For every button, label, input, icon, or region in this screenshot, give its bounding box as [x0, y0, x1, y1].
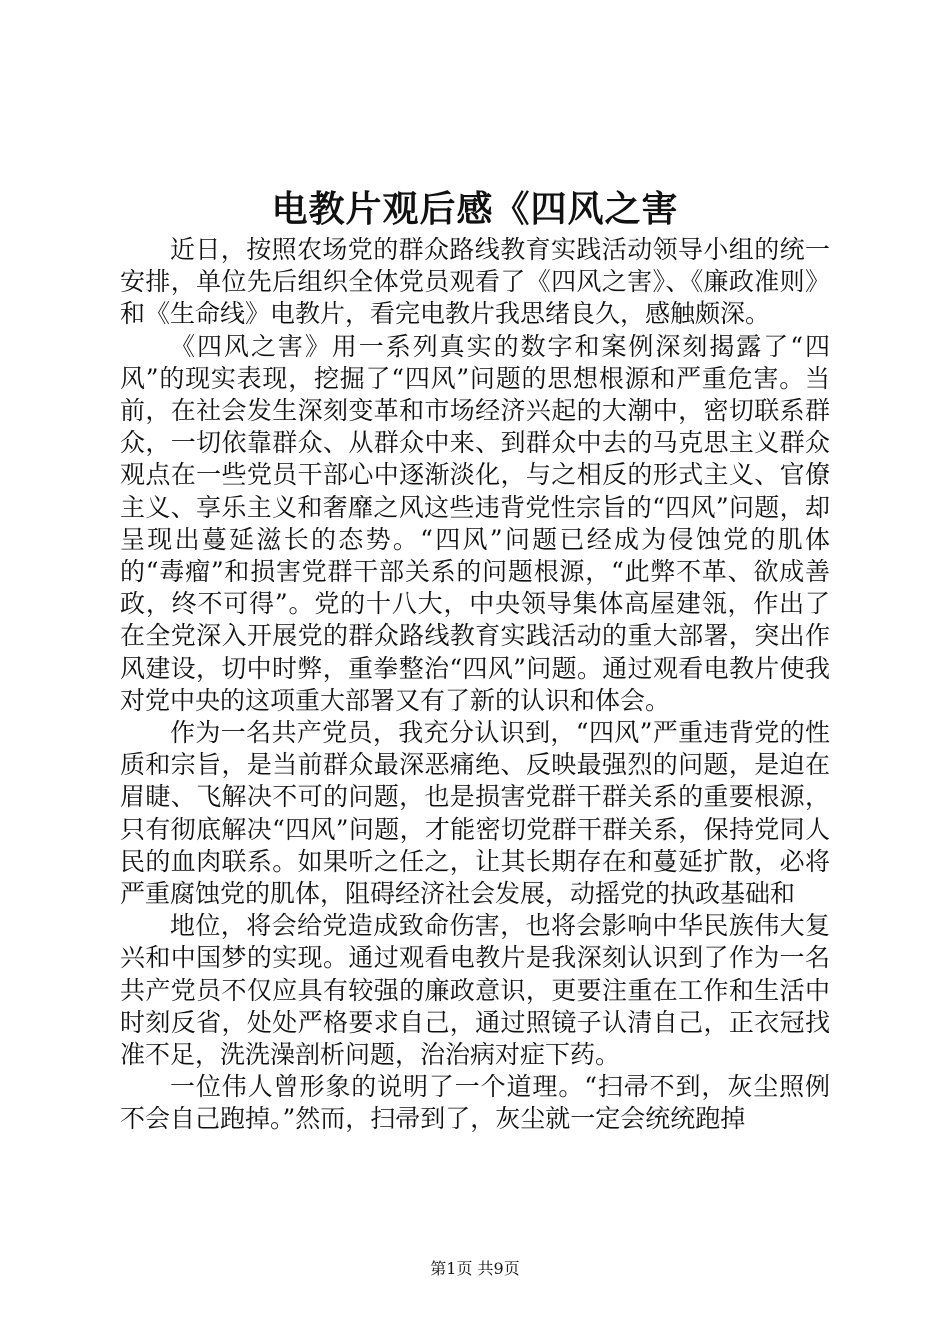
- page-number: 第1页 共9页: [430, 1259, 520, 1278]
- paragraph: 《四风之害》用一系列真实的数字和案例深刻揭露了“四风”的现实表现，挖掘了“四风”问题的思想根源和严重危害。当前，在社会发生深刻变革和市场经济兴起的大潮中，密切联系群众，一切依靠群众、从群众中来、到群众中去的马克思主义群众观点在一些党员干部心中逐渐淡化，与之相反的形式主义、官僚主义、享乐主义和奢靡之风这些违背党性宗旨的“四风”问题，却呈现出蔓延滋长的态势。“四风”问题已经成为侵蚀党的肌体的“毒瘤”和损害党群干部关系的问题根源，“此弊不革、欲成善政，终不可得”。党的十八大，中央领导集体高屋建瓴，作出了在全党深入开展党的群众路线教育实践活动的重大部署，突出作风建设，切中时弊，重拳整治“四风”问题。通过观看电教片使我对党中央的这项重大部署又有了新的认识和体会。: [120, 331, 830, 715]
- document-body: [120, 234, 830, 1136]
- paragraph: 地位，将会给党造成致命伤害，也将会影响中华民族伟大复兴和中国梦的实现。通过观看电教片是我深刻认识到了作为一名共产党员不仅应具有较强的廉政意识，更要注重在工作和生活中时刻反省，处处严格要求自己，通过照镜子认清自己，正衣冠找准不足，洗洗澡剖析问题，治治病对症下药。: [120, 911, 830, 1070]
- paragraph: 一位伟人曾形象的说明了一个道理。“扫帚不到，灰尘照例不会自己跑掉。”然而，扫帚到了，灰尘就一定会统统跑掉: [120, 1072, 830, 1134]
- paragraph: 作为一名共产党员，我充分认识到，“四风”严重违背党的性质和宗旨，是当前群众最深恶痛绝、反映最强烈的问题，是迫在眉睫、飞解决不可的问题，也是损害党群干群关系的重要根源，只有彻底解决“四风”问题，才能密切党群干群关系，保持党同人民的血肉联系。如果听之任之，让其长期存在和蔓延扩散，必将严重腐蚀党的肌体，阻碍经济社会发展，动摇党的执政基础和: [120, 718, 830, 909]
- paragraph: 近日，按照农场党的群众路线教育实践活动领导小组的统一安排，单位先后组织全体党员观看了《四风之害》、《廉政准则》和《生命线》电教片，看完电教片我思绪良久，感触颇深。: [120, 235, 830, 329]
- document-title: 电教片观后感《四风之害: [271, 188, 679, 230]
